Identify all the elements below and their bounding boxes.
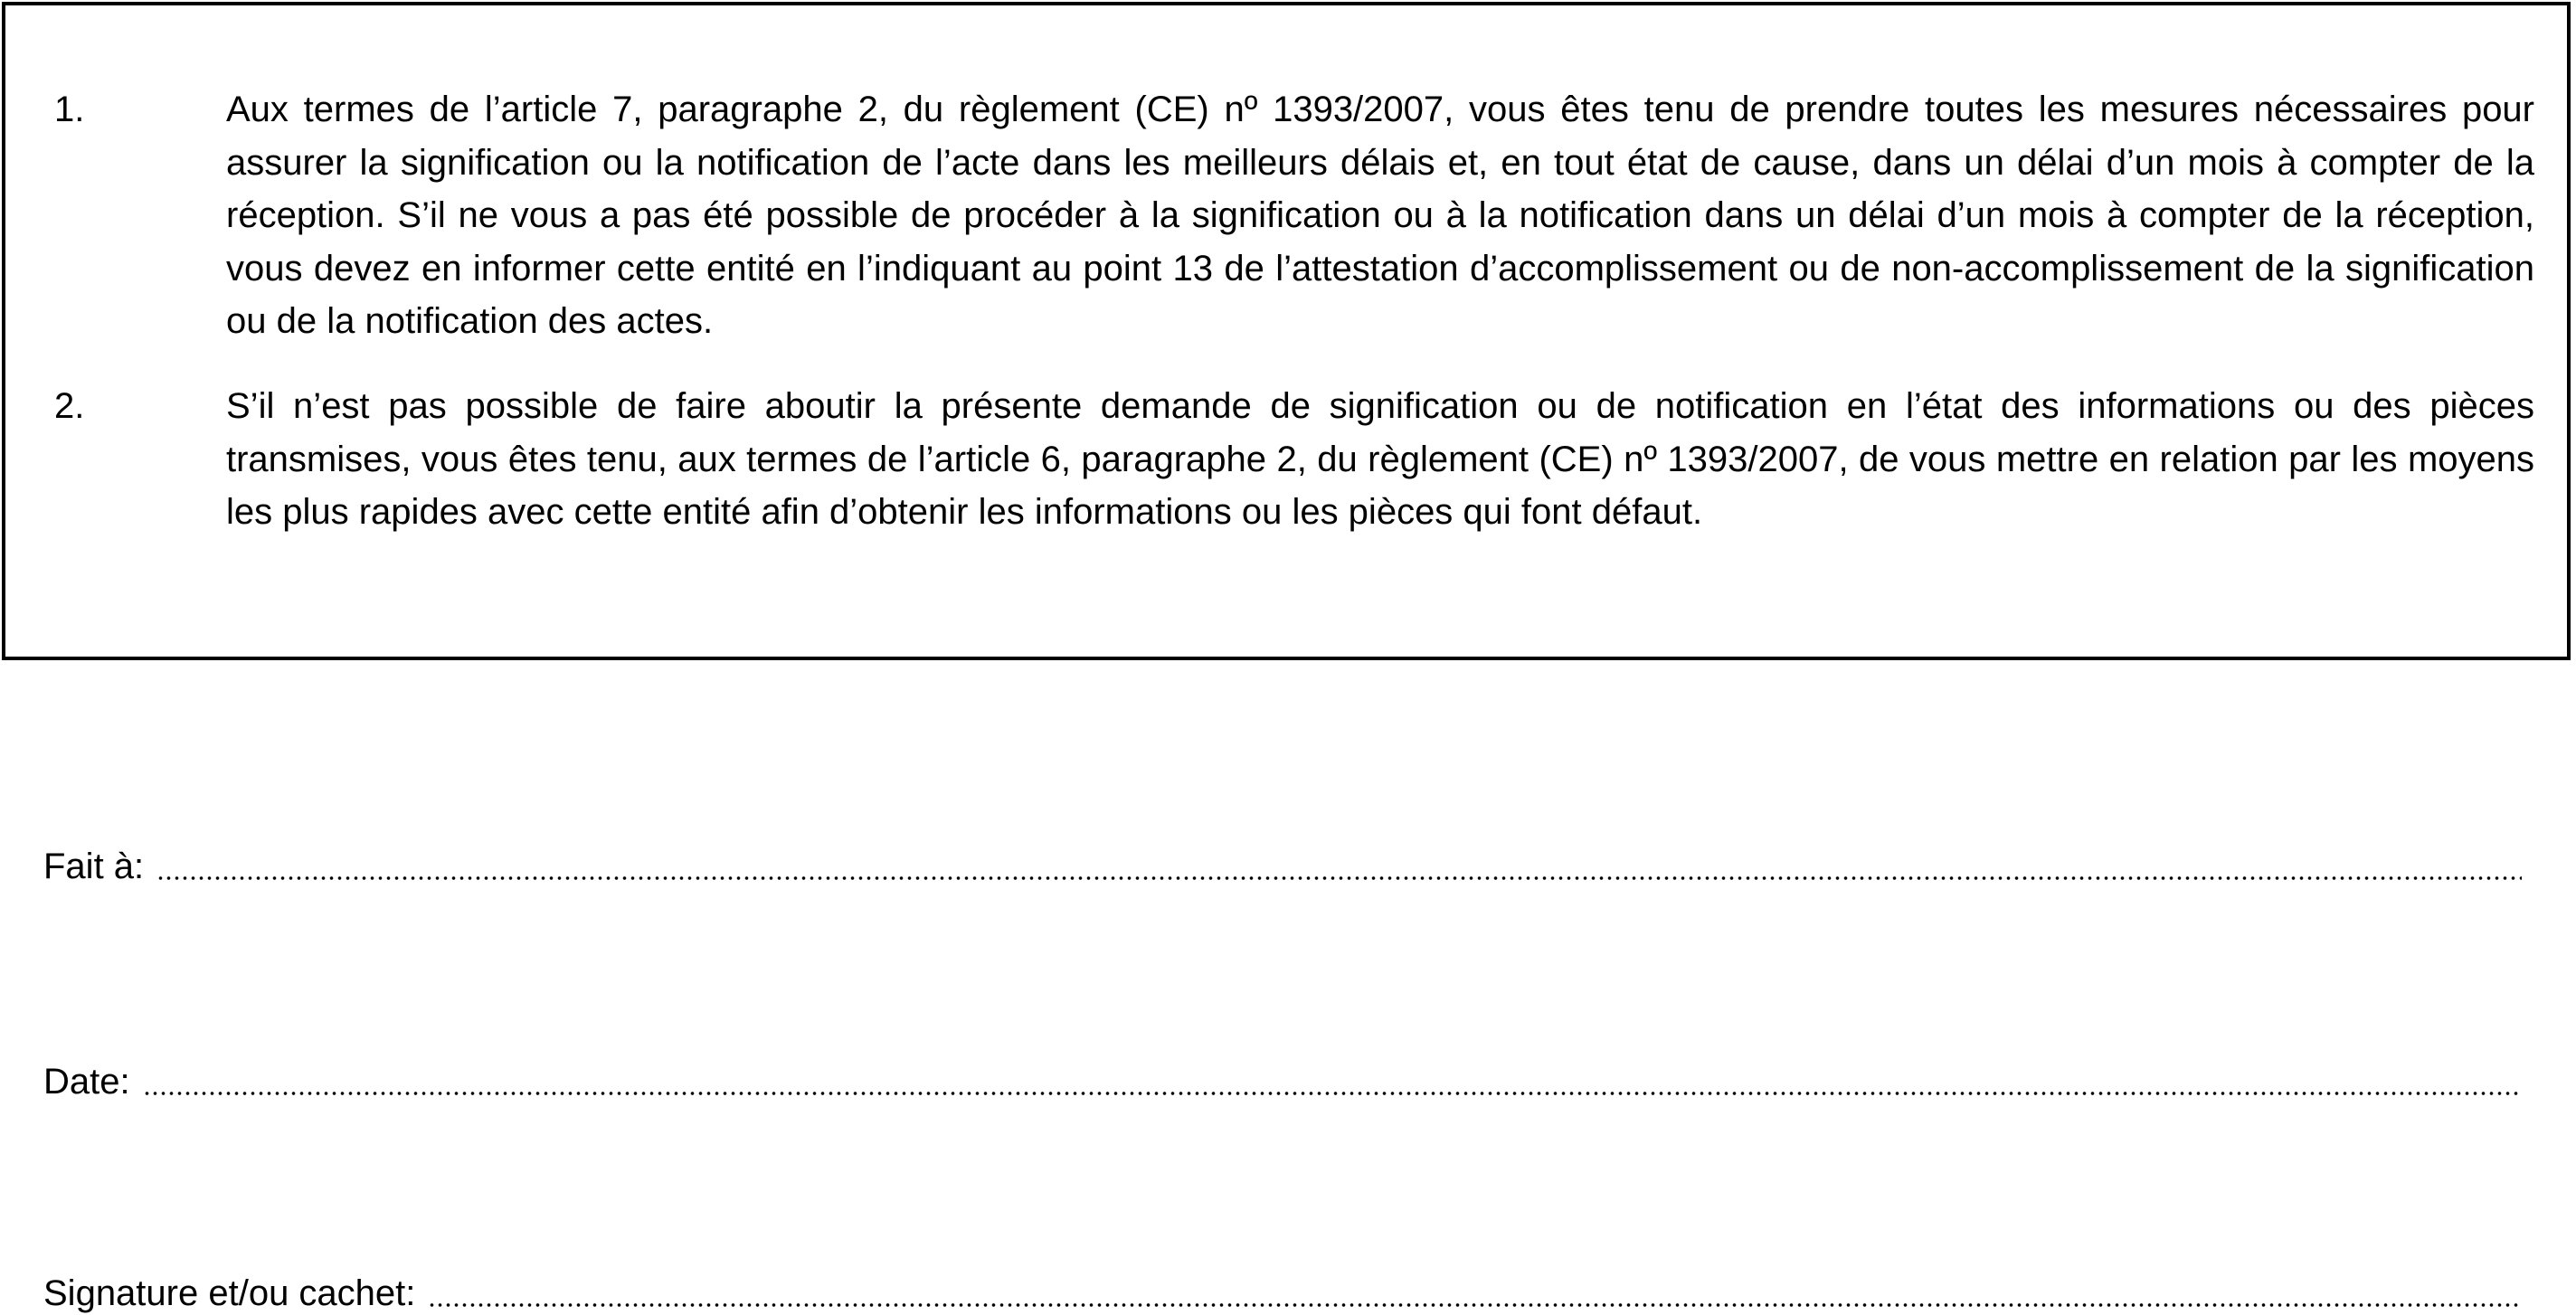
place-field-row [43,845,2522,888]
place-fill-line[interactable] [156,875,2522,881]
date-field-row [43,1060,2522,1103]
date-fill-line[interactable] [143,1091,2522,1096]
signature-fill-line[interactable] [428,1302,2522,1308]
date-label: Date: [43,1062,130,1102]
place-label: Fait à: [43,847,145,886]
instruction-number: 2. [54,386,85,426]
instruction-text: S’il n’est pas possible de faire aboutir la présente demande de signification ou de notification en l’état des informations ou des pièces transmises, vous êtes tenu, aux termes de l’article 6, paragraphe 2, du règlement (CE) nº 1393/2007, de vous mettre en relation par les moyens les plus rapides avec cette entité afin d’obtenir les informations ou les pièces qui font défaut. [226,386,2534,532]
signature-label: Signature et/ou cachet: [43,1273,416,1313]
signature-field-row [43,1272,2522,1315]
instruction-text: Aux termes de l’article 7, paragraphe 2, du règlement (CE) nº 1393/2007, vous êtes tenu de prendre toutes les mesures nécessaires pour assurer la signification ou la notification de l’acte dans les meilleurs délais et, en tout état de cause, dans un délai d’un mois à compter de la réception. S’il ne vous a pas été possible de procéder à la signification ou à la notification dans un délai d’un mois à compter de la réception, vous devez en informer cette entité en l’indiquant au point 13 de l’attestation d’accomplissement ou de non-accomplissement de la signification ou de la notification des actes. [226,90,2534,341]
instruction-number: 1. [54,90,85,129]
instructions-box [2,2,2571,660]
